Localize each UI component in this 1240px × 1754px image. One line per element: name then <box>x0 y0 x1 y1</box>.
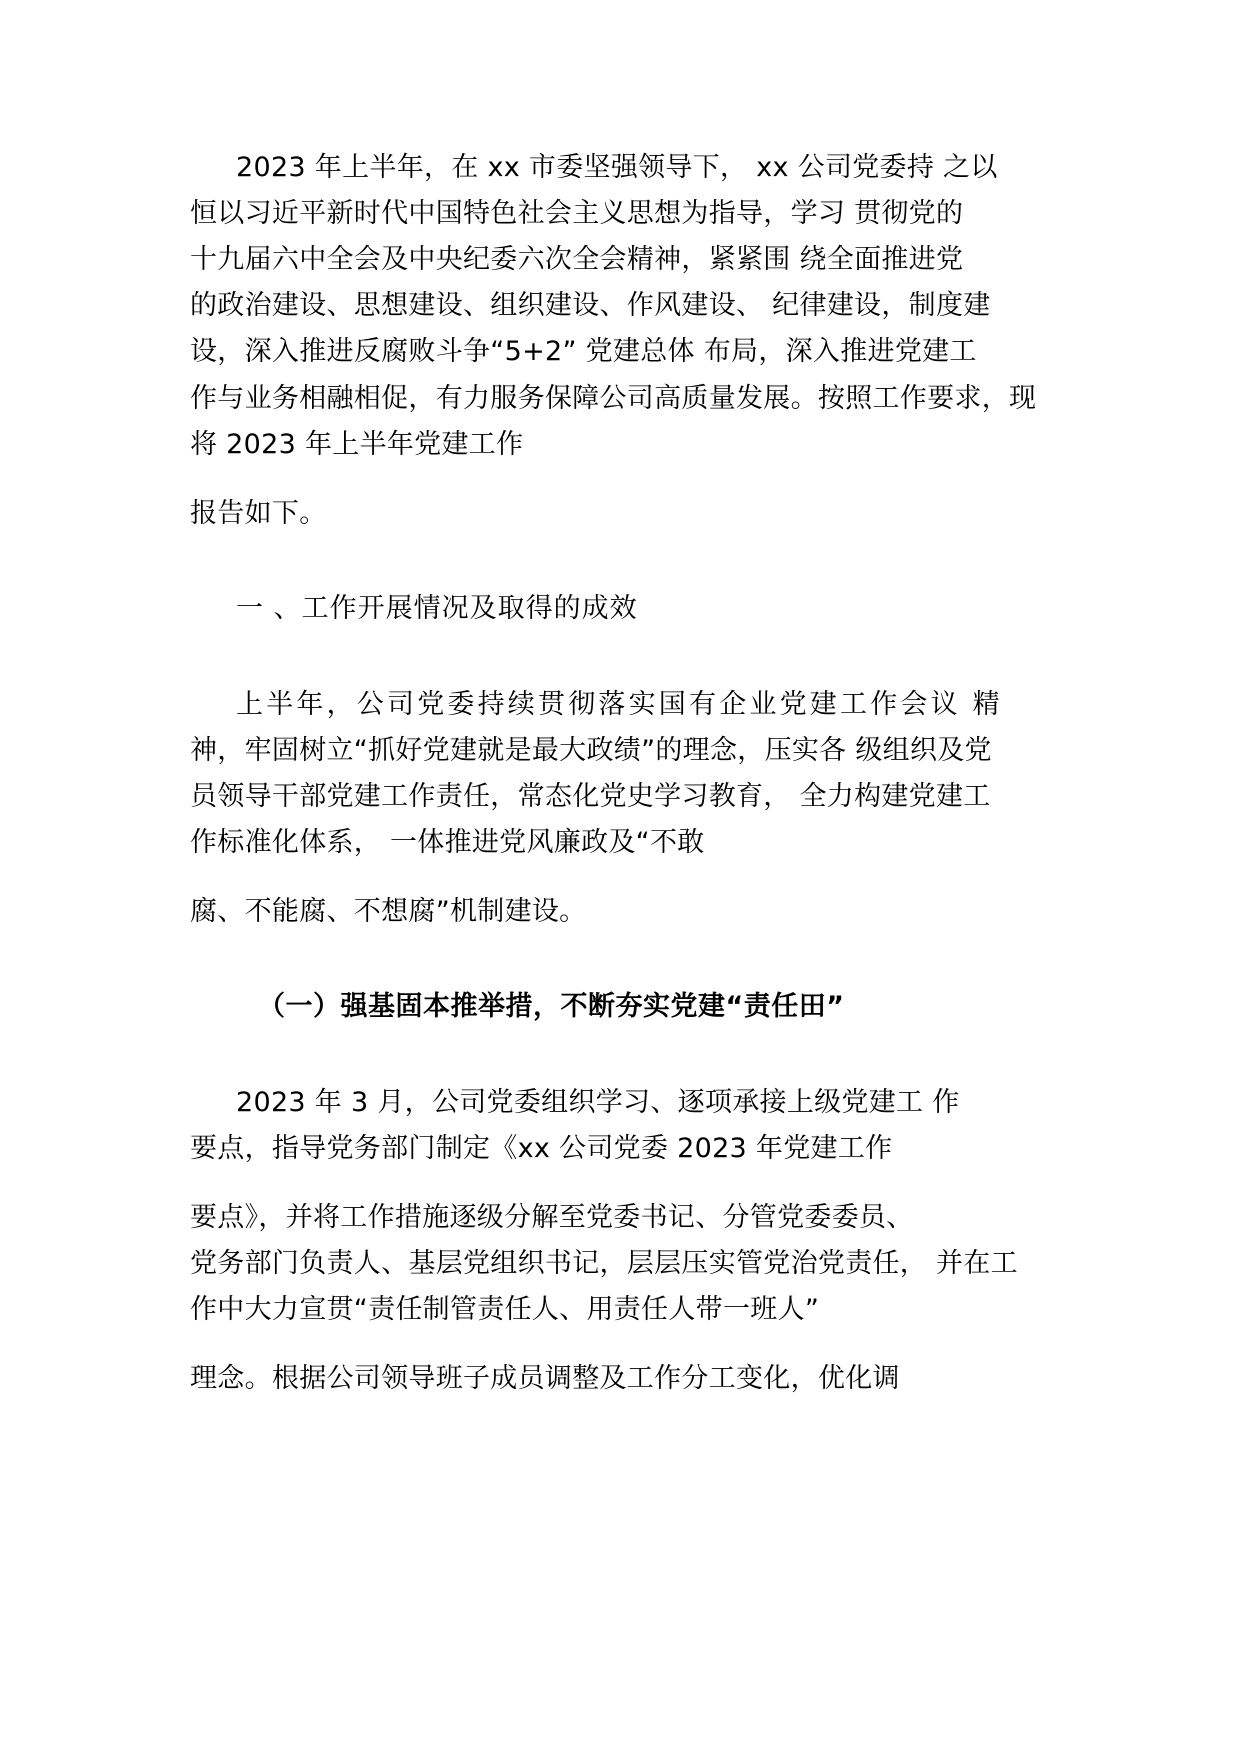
paragraph-line: 作标准化体系， 一体推进党风廉政及“不敢 <box>190 827 705 858</box>
paragraph-line: 理念。根据公司领导班子成员调整及工作分工变化，优化调 <box>190 1363 900 1394</box>
subsection-heading: （一）强基固本推举措，不断夯实党建“责任田” <box>258 991 845 1022</box>
paragraph-line: 2023 年 3 月，公司党委组织学习、逐项承接上级党建工 作 <box>236 1087 960 1118</box>
paragraph-line: 的政治建设、思想建设、组织建设、作风建设、 纪律建设，制度建 <box>190 290 991 321</box>
paragraph-line: 恒以习近平新时代中国特色社会主义思想为指导，学习 贯彻党的 <box>190 198 964 229</box>
paragraph-line: 党务部门负责人、基层党组织书记，层层压实管党治党责任， 并在工 <box>190 1248 1018 1279</box>
section-heading: 一 、工作开展情况及取得的成效 <box>236 593 638 624</box>
paragraph-line: 腐、不能腐、不想腐”机制建设。 <box>190 896 587 927</box>
paragraph-line: 十九届六中全会及中央纪委六次全会精神，紧紧围 绕全面推进党 <box>190 244 964 275</box>
paragraph-line: 要点，指导党务部门制定《xx 公司党委 2023 年党建工作 <box>190 1133 893 1164</box>
paragraph-line: 设，深入推进反腐败斗争“5+2” 党建总体 布局，深入推进党建工 <box>190 336 977 367</box>
paragraph-line: 作与业务相融相促，有力服务保障公司高质量发展。按照工作要求，现 <box>190 383 1037 414</box>
paragraph-line: 员领导干部党建工作责任，常态化党史学习教育， 全力构建党建工 <box>190 781 991 812</box>
paragraph-line: 神，牢固树立“抓好党建就是最大政绩”的理念，压实各 级组织及党 <box>190 735 992 766</box>
paragraph-line: 作中大力宣贯“责任制管责任人、用责任人带一班人” <box>190 1294 820 1325</box>
paragraph-line: 2023 年上半年，在 xx 市委坚强领导下， xx 公司党委持 之以 <box>236 152 998 183</box>
paragraph-line: 将 2023 年上半年党建工作 <box>190 429 524 460</box>
paragraph-line: 报告如下。 <box>190 498 327 529</box>
paragraph-line: 上半年，公司党委持续贯彻落实国有企业党建工作会议 精 <box>236 689 1003 720</box>
paragraph-line: 要点》，并将工作措施逐级分解至党委书记、分管党委委员、 <box>190 1202 914 1233</box>
